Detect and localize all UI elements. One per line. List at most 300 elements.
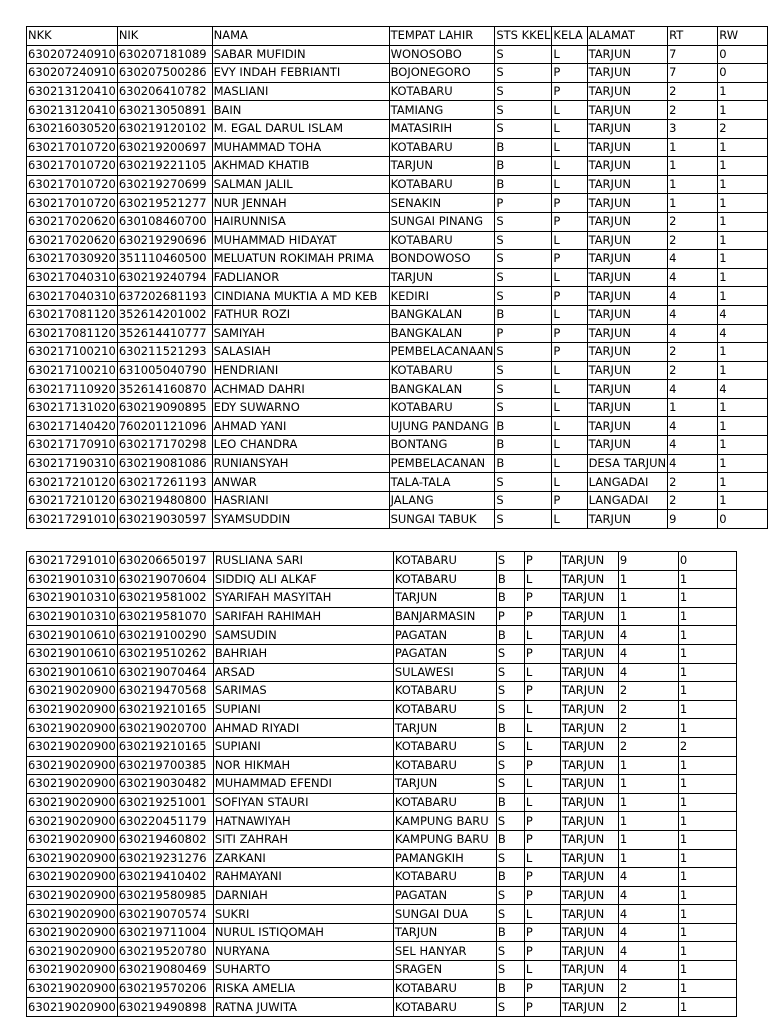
table-row [27, 175, 768, 194]
cell-kelamin: P [552, 82, 587, 101]
cell-alamat: TARJUN [560, 607, 618, 626]
cell-rt: 1 [618, 775, 678, 794]
table-row [27, 45, 768, 64]
cell-rt: 4 [668, 324, 718, 343]
cell-alamat: TARJUN [560, 849, 618, 868]
cell-tempat-lahir: KOTABARU [393, 979, 496, 998]
cell-nik: 630217261193 [117, 473, 212, 492]
cell-tempat-lahir: KOTABARU [393, 998, 496, 1017]
cell-rt: 1 [668, 175, 718, 194]
cell-rt: 2 [668, 101, 718, 120]
cell-nik: 630213050891 [117, 101, 212, 120]
table-row [27, 212, 768, 231]
cell-nkk: 630207240910 [27, 64, 118, 83]
cell-kelamin: P [552, 287, 587, 306]
cell-tempat-lahir: TARJUN [393, 775, 496, 794]
cell-kelamin: L [552, 510, 587, 529]
cell-nama: FATHUR ROZI [212, 305, 389, 324]
cell-rt: 4 [668, 417, 718, 436]
cell-alamat: TARJUN [587, 436, 668, 455]
table-row [27, 589, 737, 608]
cell-alamat: TARJUN [587, 398, 668, 417]
cell-nkk: 630217100210 [27, 343, 118, 362]
cell-alamat: TARJUN [587, 194, 668, 213]
cell-sts: B [495, 138, 552, 157]
cell-rw: 1 [678, 719, 736, 738]
cell-tempat-lahir: BONTANG [389, 436, 495, 455]
table-row [27, 324, 768, 343]
cell-nama: NURYANA [213, 942, 393, 961]
cell-nik: 351110460500 [117, 250, 212, 269]
cell-alamat: TARJUN [587, 305, 668, 324]
cell-alamat: TARJUN [560, 737, 618, 756]
cell-sts: S [495, 343, 552, 362]
cell-rt: 2 [618, 719, 678, 738]
cell-nama: LEO CHANDRA [212, 436, 389, 455]
cell-rt: 9 [618, 552, 678, 571]
cell-kelamin: L [524, 793, 560, 812]
cell-kelamin: P [552, 212, 587, 231]
cell-tempat-lahir: BOJONEGORO [389, 64, 495, 83]
cell-nkk: 630219020900 [27, 775, 118, 794]
cell-kelamin: L [524, 775, 560, 794]
cell-nkk: 630219020900 [27, 719, 118, 738]
cell-rt: 7 [668, 64, 718, 83]
cell-nik: 630220451179 [117, 812, 213, 831]
cell-alamat: TARJUN [560, 626, 618, 645]
cell-tempat-lahir: TARJUN [393, 589, 496, 608]
cell-alamat: TARJUN [587, 417, 668, 436]
cell-rw: 1 [718, 361, 768, 380]
cell-nkk: 630219020900 [27, 812, 118, 831]
cell-nik: 630219070464 [117, 663, 213, 682]
table-row [27, 82, 768, 101]
cell-rw: 1 [718, 454, 768, 473]
cell-nik: 630219070604 [117, 570, 213, 589]
cell-nkk: 630217010720 [27, 175, 118, 194]
cell-nama: AHMAD YANI [212, 417, 389, 436]
cell-rt: 4 [618, 923, 678, 942]
cell-kelamin: P [524, 942, 560, 961]
cell-rw: 0 [678, 552, 736, 571]
table-row [27, 868, 737, 887]
cell-nkk: 630219020900 [27, 979, 118, 998]
cell-rw: 1 [678, 942, 736, 961]
cell-alamat: TARJUN [560, 570, 618, 589]
cell-tempat-lahir: SRAGEN [393, 961, 496, 980]
cell-alamat: TARJUN [560, 552, 618, 571]
cell-nik: 352614410777 [117, 324, 212, 343]
cell-nik: 630108460700 [117, 212, 212, 231]
cell-sts: S [495, 231, 552, 250]
cell-nkk: 630217190310 [27, 454, 118, 473]
cell-nama: FADLIANOR [212, 268, 389, 287]
cell-sts: P [495, 324, 552, 343]
cell-tempat-lahir: KOTABARU [393, 756, 496, 775]
cell-alamat: TARJUN [587, 268, 668, 287]
cell-nama: SAMSUDIN [213, 626, 393, 645]
cell-tempat-lahir: PEMBELACANAN [389, 454, 495, 473]
cell-nkk: 630217210120 [27, 491, 118, 510]
cell-nkk: 630219020900 [27, 849, 118, 868]
cell-tempat-lahir: KAMPUNG BARU [393, 830, 496, 849]
table-row [27, 473, 768, 492]
cell-rt: 1 [618, 607, 678, 626]
cell-tempat-lahir: TARJUN [389, 268, 495, 287]
cell-nkk: 630217010720 [27, 138, 118, 157]
cell-sts: B [496, 589, 524, 608]
cell-tempat-lahir: KOTABARU [393, 700, 496, 719]
table-row [27, 663, 737, 682]
cell-tempat-lahir: KOTABARU [393, 793, 496, 812]
cell-sts: S [496, 700, 524, 719]
cell-tempat-lahir: PAGATAN [393, 644, 496, 663]
cell-rt: 4 [668, 287, 718, 306]
cell-rt: 1 [668, 398, 718, 417]
cell-rt: 1 [618, 570, 678, 589]
cell-alamat: TARJUN [560, 644, 618, 663]
cell-sts: S [496, 998, 524, 1017]
cell-rw: 0 [718, 510, 768, 529]
cell-nik: 630219270699 [117, 175, 212, 194]
cell-rw: 1 [718, 436, 768, 455]
cell-nkk: 630219010310 [27, 589, 118, 608]
cell-sts: P [495, 194, 552, 213]
cell-nama: SALMAN JALIL [212, 175, 389, 194]
cell-nkk: 630219020900 [27, 905, 118, 924]
cell-nama: SYAMSUDDIN [212, 510, 389, 529]
cell-rw: 1 [718, 194, 768, 213]
cell-rw: 1 [678, 589, 736, 608]
cell-kelamin: L [524, 570, 560, 589]
cell-rw: 1 [678, 644, 736, 663]
header-nama: NAMA [212, 27, 389, 46]
table-row [27, 380, 768, 399]
cell-kelamin: L [552, 268, 587, 287]
cell-sts: S [495, 82, 552, 101]
voter-table-top [26, 26, 768, 529]
cell-kelamin: L [552, 436, 587, 455]
cell-rt: 2 [618, 998, 678, 1017]
cell-nik: 630219231276 [117, 849, 213, 868]
cell-nama: SUKRI [213, 905, 393, 924]
cell-alamat: TARJUN [560, 719, 618, 738]
cell-rw: 1 [678, 570, 736, 589]
cell-rw: 1 [718, 491, 768, 510]
cell-rt: 2 [668, 491, 718, 510]
cell-rw: 1 [678, 923, 736, 942]
cell-nama: AHMAD RIYADI [213, 719, 393, 738]
cell-alamat: TARJUN [587, 287, 668, 306]
cell-nkk: 630217020620 [27, 231, 118, 250]
header-nik: NIK [117, 27, 212, 46]
table-row [27, 101, 768, 120]
table-row [27, 700, 737, 719]
cell-sts: B [496, 830, 524, 849]
cell-rt: 4 [668, 436, 718, 455]
cell-nkk: 630219020900 [27, 793, 118, 812]
cell-nik: 630219570206 [117, 979, 213, 998]
cell-kelamin: L [552, 175, 587, 194]
cell-sts: S [496, 552, 524, 571]
cell-kelamin: L [552, 473, 587, 492]
cell-nkk: 630207240910 [27, 45, 118, 64]
cell-nik: 630219410402 [117, 868, 213, 887]
cell-kelamin: L [524, 626, 560, 645]
cell-nik: 630219210165 [117, 700, 213, 719]
cell-tempat-lahir: TARJUN [393, 719, 496, 738]
cell-alamat: TARJUN [587, 212, 668, 231]
cell-rt: 3 [668, 119, 718, 138]
cell-alamat: TARJUN [560, 886, 618, 905]
cell-rt: 4 [618, 886, 678, 905]
table-row [27, 998, 737, 1017]
cell-alamat: TARJUN [587, 510, 668, 529]
voter-table-bottom [26, 551, 737, 1017]
cell-nama: NOR HIKMAH [213, 756, 393, 775]
cell-tempat-lahir: TARJUN [389, 157, 495, 176]
table-row [27, 250, 768, 269]
cell-rt: 4 [668, 250, 718, 269]
cell-alamat: LANGADAI [587, 473, 668, 492]
cell-nama: SIDDIQ ALI ALKAF [213, 570, 393, 589]
cell-nkk: 630219010310 [27, 607, 118, 626]
cell-nkk: 630219020900 [27, 886, 118, 905]
table-row [27, 961, 737, 980]
cell-alamat: TARJUN [587, 82, 668, 101]
cell-nkk: 630219020900 [27, 942, 118, 961]
table-row [27, 570, 737, 589]
cell-rw: 1 [678, 979, 736, 998]
cell-tempat-lahir: BANGKALAN [389, 324, 495, 343]
cell-tempat-lahir: SUNGAI TABUK [389, 510, 495, 529]
cell-alamat: TARJUN [587, 380, 668, 399]
cell-nkk: 630219020900 [27, 961, 118, 980]
cell-kelamin: P [524, 979, 560, 998]
cell-kelamin: L [524, 849, 560, 868]
cell-nkk: 630217010720 [27, 194, 118, 213]
table-row [27, 417, 768, 436]
cell-sts: S [495, 119, 552, 138]
cell-rt: 2 [618, 737, 678, 756]
header-alamat: ALAMAT [587, 27, 668, 46]
cell-sts: S [495, 101, 552, 120]
table-row [27, 398, 768, 417]
cell-kelamin: P [524, 682, 560, 701]
cell-nama: SUPIANI [213, 737, 393, 756]
cell-kelamin: P [552, 491, 587, 510]
cell-rt: 1 [668, 157, 718, 176]
cell-kelamin: L [552, 138, 587, 157]
cell-nik: 630219581002 [117, 589, 213, 608]
cell-nik: 630219490898 [117, 998, 213, 1017]
table-row [27, 682, 737, 701]
cell-nkk: 630217291010 [27, 510, 118, 529]
table-row [27, 644, 737, 663]
cell-kelamin: L [524, 663, 560, 682]
cell-sts: S [496, 961, 524, 980]
cell-tempat-lahir: KOTABARU [389, 138, 495, 157]
cell-alamat: TARJUN [587, 138, 668, 157]
cell-sts: B [495, 175, 552, 194]
cell-sts: S [496, 682, 524, 701]
cell-rt: 2 [668, 212, 718, 231]
cell-nik: 630219460802 [117, 830, 213, 849]
cell-alamat: TARJUN [587, 250, 668, 269]
cell-sts: S [495, 45, 552, 64]
cell-nik: 630219470568 [117, 682, 213, 701]
cell-alamat: TARJUN [560, 793, 618, 812]
table-row [27, 552, 737, 571]
table-row [27, 626, 737, 645]
cell-rw: 1 [678, 682, 736, 701]
cell-nama: HATNAWIYAH [213, 812, 393, 831]
cell-kelamin: P [552, 324, 587, 343]
cell-alamat: TARJUN [560, 682, 618, 701]
cell-nkk: 630217020620 [27, 212, 118, 231]
table-row [27, 923, 737, 942]
cell-rt: 1 [618, 756, 678, 775]
cell-kelamin: L [552, 119, 587, 138]
cell-rt: 2 [618, 979, 678, 998]
cell-kelamin: P [524, 998, 560, 1017]
cell-tempat-lahir: TAMIANG [389, 101, 495, 120]
cell-kelamin: P [524, 812, 560, 831]
cell-nik: 630217170298 [117, 436, 212, 455]
cell-rw: 1 [718, 231, 768, 250]
cell-nik: 630219290696 [117, 231, 212, 250]
cell-nkk: 630217140420 [27, 417, 118, 436]
cell-nama: NURUL ISTIQOMAH [213, 923, 393, 942]
cell-alamat: TARJUN [560, 961, 618, 980]
cell-rt: 4 [618, 961, 678, 980]
cell-nik: 630219210165 [117, 737, 213, 756]
cell-sts: S [496, 644, 524, 663]
table-row [27, 737, 737, 756]
cell-alamat: TARJUN [560, 775, 618, 794]
cell-sts: B [495, 436, 552, 455]
header-rt: RT [668, 27, 718, 46]
cell-tempat-lahir: TALA-TALA [389, 473, 495, 492]
table-row [27, 361, 768, 380]
cell-sts: B [495, 157, 552, 176]
cell-kelamin: L [552, 380, 587, 399]
table-row [27, 119, 768, 138]
cell-rt: 4 [618, 644, 678, 663]
cell-rt: 4 [618, 868, 678, 887]
cell-tempat-lahir: KOTABARU [393, 682, 496, 701]
cell-rw: 1 [718, 473, 768, 492]
cell-tempat-lahir: KOTABARU [389, 175, 495, 194]
cell-nik: 630219080469 [117, 961, 213, 980]
cell-sts: B [496, 570, 524, 589]
header-row [27, 27, 768, 46]
cell-nik: 630206410782 [117, 82, 212, 101]
cell-rw: 1 [678, 663, 736, 682]
cell-nkk: 630217110920 [27, 380, 118, 399]
cell-kelamin: L [524, 719, 560, 738]
cell-rt: 2 [668, 343, 718, 362]
header-nkk: NKK [27, 27, 118, 46]
cell-kelamin: P [524, 644, 560, 663]
cell-nik: 630219030482 [117, 775, 213, 794]
cell-tempat-lahir: SUNGAI PINANG [389, 212, 495, 231]
cell-nkk: 630219020900 [27, 998, 118, 1017]
cell-tempat-lahir: PAGATAN [393, 886, 496, 905]
cell-rw: 1 [678, 961, 736, 980]
cell-sts: P [496, 607, 524, 626]
cell-alamat: TARJUN [560, 998, 618, 1017]
table-body-bottom [27, 552, 737, 1017]
table-row [27, 287, 768, 306]
cell-sts: S [496, 886, 524, 905]
cell-sts: S [496, 737, 524, 756]
cell-rw: 1 [678, 830, 736, 849]
cell-rw: 4 [718, 305, 768, 324]
cell-nik: 630219521277 [117, 194, 212, 213]
cell-rt: 7 [668, 45, 718, 64]
cell-rt: 1 [668, 138, 718, 157]
cell-sts: S [495, 491, 552, 510]
cell-sts: S [496, 849, 524, 868]
cell-rt: 1 [618, 812, 678, 831]
cell-rw: 1 [718, 287, 768, 306]
cell-alamat: TARJUN [587, 324, 668, 343]
cell-rw: 1 [678, 700, 736, 719]
header-tempat-lahir: TEMPAT LAHIR [389, 27, 495, 46]
header-rw: RW [718, 27, 768, 46]
cell-sts: S [496, 942, 524, 961]
cell-rw: 1 [678, 905, 736, 924]
cell-sts: B [496, 979, 524, 998]
cell-sts: S [495, 212, 552, 231]
cell-rw: 1 [678, 756, 736, 775]
cell-tempat-lahir: SUNGAI DUA [393, 905, 496, 924]
cell-sts: B [496, 868, 524, 887]
cell-alamat: TARJUN [560, 700, 618, 719]
cell-nkk: 630217040310 [27, 268, 118, 287]
cell-nkk: 630219010610 [27, 644, 118, 663]
cell-alamat: DESA TARJUN [587, 454, 668, 473]
cell-nama: RISKA AMELIA [213, 979, 393, 998]
cell-tempat-lahir: KOTABARU [389, 231, 495, 250]
cell-rt: 1 [618, 849, 678, 868]
cell-sts: S [496, 905, 524, 924]
cell-rt: 4 [618, 626, 678, 645]
cell-nama: HAIRUNNISA [212, 212, 389, 231]
table-row [27, 64, 768, 83]
cell-sts: S [495, 64, 552, 83]
cell-nama: SUPIANI [213, 700, 393, 719]
table-row [27, 886, 737, 905]
cell-tempat-lahir: PEMBELACANAAN [389, 343, 495, 362]
cell-tempat-lahir: WONOSOBO [389, 45, 495, 64]
table-row [27, 607, 737, 626]
cell-tempat-lahir: KOTABARU [389, 398, 495, 417]
cell-nama: SABAR MUFIDIN [212, 45, 389, 64]
cell-nkk: 630217100210 [27, 361, 118, 380]
cell-nkk: 630219020900 [27, 682, 118, 701]
cell-kelamin: L [552, 305, 587, 324]
cell-rt: 9 [668, 510, 718, 529]
cell-alamat: TARJUN [560, 868, 618, 887]
cell-nkk: 630217010720 [27, 157, 118, 176]
cell-nik: 630219090895 [117, 398, 212, 417]
cell-sts: S [496, 663, 524, 682]
cell-nkk: 630219010310 [27, 570, 118, 589]
cell-nama: EDY SUWARNO [212, 398, 389, 417]
cell-nama: BAHRIAH [213, 644, 393, 663]
